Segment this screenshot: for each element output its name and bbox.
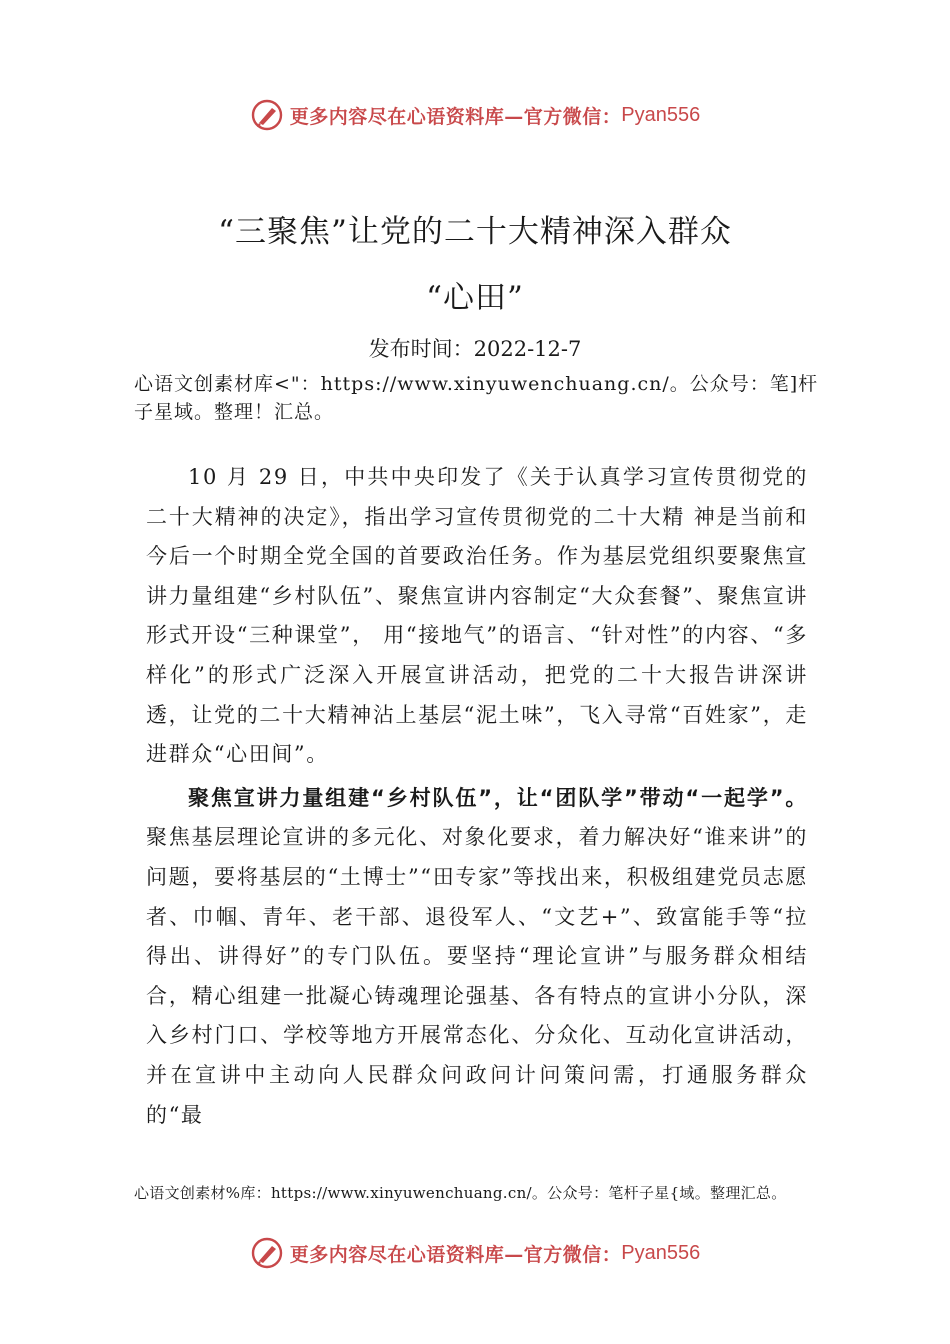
pen-logo-icon — [250, 98, 284, 132]
footer-banner — [0, 1233, 950, 1273]
wechat-id: Pyan556 — [621, 1241, 701, 1264]
header-banner — [0, 95, 950, 135]
page-title-line2: “心田” — [426, 280, 524, 316]
footer-note: 心语文创素材%库：https://www.xinyuwenchuang.cn/。公众号：笔杆子星{域。整理汇总。 — [134, 1184, 787, 1202]
paragraph-2 — [146, 779, 808, 1135]
banner-text: 更多内容尽在心语资料库—官方微信： — [289, 1243, 622, 1266]
banner-text: 更多内容尽在心语资料库—官方微信： — [289, 105, 622, 128]
wechat-id: Pyan556 — [621, 103, 701, 126]
publish-date: 发布时间：2022-12-7 — [368, 337, 582, 361]
page-title: “三聚焦”让党的二十大精神深入群众 — [218, 214, 732, 250]
pen-logo-icon — [250, 1236, 284, 1270]
paragraph-2-lead: 聚焦宣讲力量组建“乡村队伍”，让“团队学”带动“一起学”。 — [188, 785, 808, 810]
article-body — [146, 458, 808, 1135]
source-line: 心语文创素材库<"：https://www.xinyuwenchuang.cn/。公众号：笔]杆子星域。整理！汇总。 — [134, 373, 819, 423]
paragraph-2-text: 聚焦基层理论宣讲的多元化、对象化要求，着力解决好“谁来讲”的问题，要将基层的“土博士”“田专家”等找出来，积极组建党员志愿者、巾帼、青年、老干部、退役军人、“文艺+”、致富能手等“拉得出、讲得好”的专门队伍。要坚持“理论宣讲”与服务群众相结合，精心组建一批凝心铸魂理论强基、各有特点的宣讲小分队，深入乡村门口、学校等地方开展常态化、分众化、互动化宣讲活动，并在宣讲中主动向人民群众问政问计问策问需，打通服务群众的“最 — [146, 825, 808, 1127]
paragraph-1: 10 月 29 日，中共中央印发了《关于认真学习宣传贯彻党的二十大精神的决定》，指出学习宣传贯彻党的二十大精 神是当前和今后一个时期全党全国的首要政治任务。作为基层党组织要聚焦宣讲力量组建“乡村队伍”、聚焦宣讲内容制定“大众套餐”、聚焦宣讲形式开设“三种课堂”， 用“接地气”的语言、“针对性”的内容、“多样化”的形式广泛深入开展宣讲活动，把党的二十大报告讲深讲透，让党的二十大精神沾上基层“泥土味”，飞入寻常“百姓家”，走进群众“心田间”。 — [146, 465, 808, 767]
